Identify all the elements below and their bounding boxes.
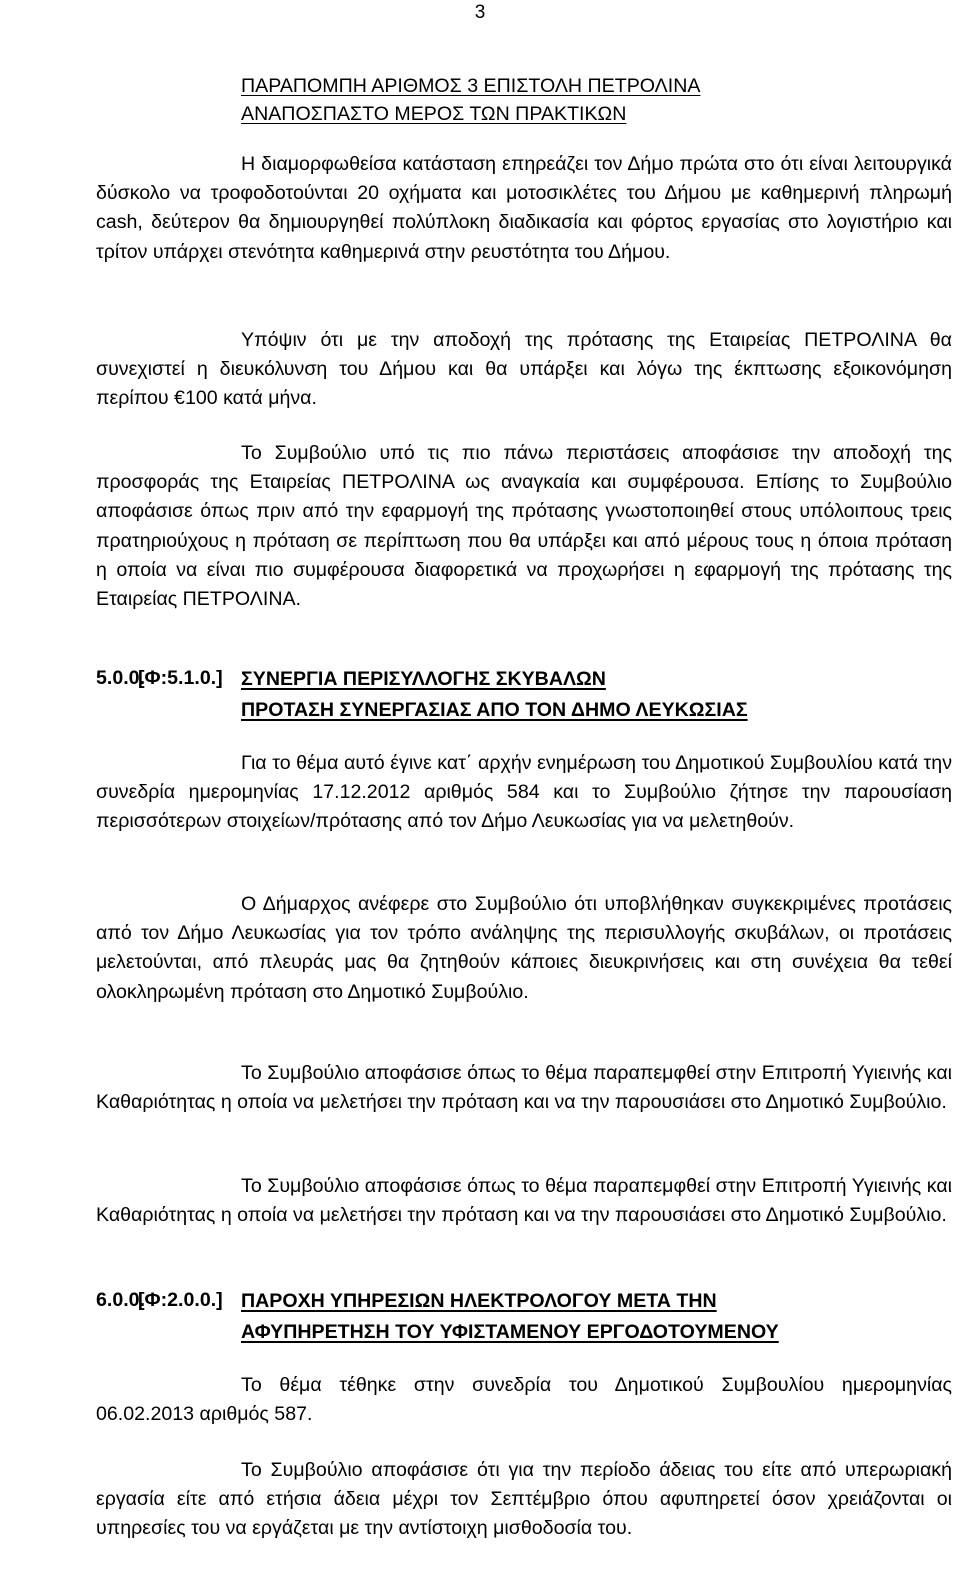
reference-heading-line-2: ΑΝΑΠΟΣΠΑΣΤΟ ΜΕΡΟΣ ΤΩΝ ΠΡΑΚΤΙΚΩΝ bbox=[241, 103, 627, 125]
reference-heading bbox=[241, 72, 700, 128]
item-6-paragraph-1: Το θέμα τέθηκε στην συνεδρία του Δημοτικού Συμβουλίου ημερομηνίας 06.02.2013 αριθμός 587. bbox=[96, 1374, 952, 1426]
reference-heading-line-1: ΠΑΡΑΠΟΜΠΗ ΑΡΙΘΜΟΣ 3 ΕΠΙΣΤΟΛΗ ΠΕΤΡΟΛΙΝΑ bbox=[241, 75, 701, 97]
item-number: 5.0.0. bbox=[96, 667, 146, 689]
item-file-reference: [Φ:2.0.0.] bbox=[138, 1289, 223, 1311]
item-5-paragraph-1: Για το θέμα αυτό έγινε κατ΄ αρχήν ενημέρωση του Δημοτικού Συμβουλίου κατά την συνεδρία ημερομηνίας 17.12.2012 αριθμός 584 και το Συμβούλιο ζήτησε την παρουσίαση περισσότερων στοιχείων/πρότασης από τον Δήμο Λευκωσίας για να μελετηθούν. bbox=[96, 752, 952, 833]
item-title-line-2: ΠΡΟΤΑΣΗ ΣΥΝΕΡΓΑΣΙΑΣ ΑΠΟ ΤΟΝ ΔΗΜΟ ΛΕΥΚΩΣΙΑΣ bbox=[241, 699, 748, 721]
item-title bbox=[241, 664, 748, 726]
item-5-paragraph-4: Το Συμβούλιο αποφάσισε όπως το θέμα παραπεμφθεί στην Επιτροπή Υγιεινής και Καθαριότητας η οποία να μελετήσει την πρόταση και να την παρουσιάσει στο Δημοτικό Συμβούλιο. bbox=[96, 1175, 952, 1227]
item-title-line-2: ΑΦΥΠΗΡΕΤΗΣΗ ΤΟΥ ΥΦΙΣΤΑΜΕΝΟΥ ΕΡΓΟΔΟΤΟΥΜΕΝΟΥ bbox=[241, 1321, 779, 1343]
item-title bbox=[241, 1286, 779, 1348]
page-number: 3 bbox=[474, 2, 486, 23]
intro-paragraph-1: Η διαμορφωθείσα κατάσταση επηρεάζει τον Δήμο πρώτα στο ότι είναι λειτουργικά δύσκολο να τροφοδοτούνται 20 οχήματα και μοτοσικλέτες του Δήμου με καθημερινή πληρωμή cash, δεύτερον θα δημιουργηθεί πολύπλοκη διαδικασία και φόρτος εργασίας στο λογιστήριο και τρίτον υπάρχει στενότητα καθημερινά στην ρευστότητα του Δήμου. bbox=[96, 153, 952, 263]
intro-paragraph-2: Υπόψιν ότι με την αποδοχή της πρότασης της Εταιρείας ΠΕΤΡΟΛΙΝΑ θα συνεχιστεί η διευκόλυνση του Δήμου και θα υπάρξει και λόγω της έκπτωσης εξοικονόμηση περίπου €100 κατά μήνα. bbox=[96, 329, 952, 410]
item-file-reference: [Φ:5.1.0.] bbox=[138, 667, 223, 689]
item-5-paragraph-3: Το Συμβούλιο αποφάσισε όπως το θέμα παραπεμφθεί στην Επιτροπή Υγιεινής και Καθαριότητας η οποία να μελετήσει την πρόταση και να την παρουσιάσει στο Δημοτικό Συμβούλιο. bbox=[96, 1062, 952, 1114]
item-title-line-1: ΠΑΡΟΧΗ ΥΠΗΡΕΣΙΩΝ ΗΛΕΚΤΡΟΛΟΓΟΥ ΜΕΤΑ ΤΗΝ bbox=[241, 1290, 717, 1312]
intro-paragraph-3: Το Συμβούλιο υπό τις πιο πάνω περιστάσεις αποφάσισε την αποδοχή της προσφοράς της Εταιρείας ΠΕΤΡΟΛΙΝΑ ως αναγκαία και συμφέρουσα. Επίσης το Συμβούλιο αποφάσισε όπως πριν από την εφαρμογή της πρότασης γνωστοποιηθεί στους υπόλοιπους τρεις πρατηριούχους η πρόταση σε περίπτωση που θα υπάρξει και από μέρους τους η όποια πρόταση η οποία να είναι πιο συμφέρουσα διαφορετικά να προχωρήσει η εφαρμογή της πρότασης της Εταιρείας ΠΕΤΡΟΛΙΝΑ. bbox=[96, 442, 952, 611]
item-title-line-1: ΣΥΝΕΡΓΙΑ ΠΕΡΙΣΥΛΛΟΓΗΣ ΣΚΥΒΑΛΩΝ bbox=[241, 668, 606, 690]
item-6-paragraph-2: Το Συμβούλιο αποφάσισε ότι για την περίοδο άδειας του είτε από υπερωριακή εργασία είτε από ετήσια άδεια μέχρι τον Σεπτέμβριο όπου αφυπηρετεί όσον χρειάζονται οι υπηρεσίες του να εργάζεται με την αντίστοιχη μισθοδοσία του. bbox=[96, 1459, 952, 1540]
item-number: 6.0.0. bbox=[96, 1289, 146, 1311]
item-5-paragraph-2: Ο Δήμαρχος ανέφερε στο Συμβούλιο ότι υποβλήθηκαν συγκεκριμένες προτάσεις από τον Δήμο Λευκωσίας για τον τρόπο ανάληψης της περισυλλογής σκυβάλων, οι προτάσεις μελετούνται, από πλευράς μας θα ζητηθούν κάποιες διευκρινήσεις και στη συνέχεια θα τεθεί ολοκληρωμένη πρόταση στο Δημοτικό Συμβούλιο. bbox=[96, 893, 952, 1003]
